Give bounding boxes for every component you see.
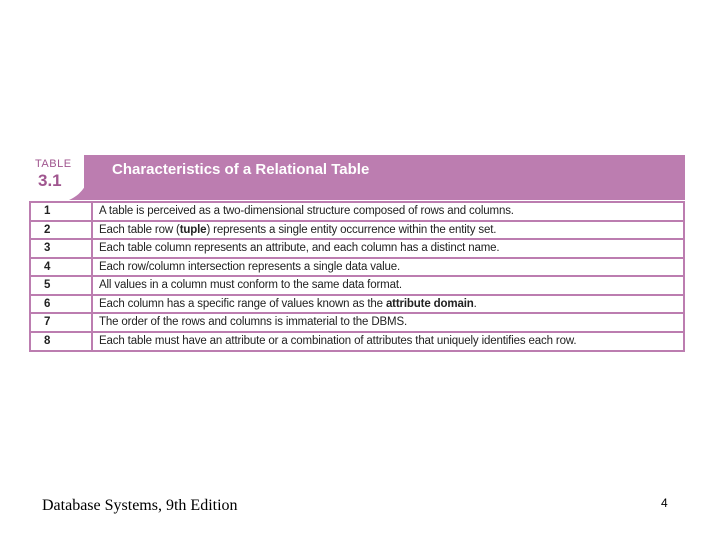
row-text-part: ) represents a single entity occurrence within the entity set. [206, 223, 497, 236]
row-text-part: Each table row ( [99, 223, 180, 236]
table-row [31, 333, 683, 352]
table-title: Characteristics of a Relational Table [112, 161, 370, 178]
table-row [31, 259, 683, 278]
table-row [31, 222, 683, 241]
row-text [93, 261, 683, 273]
row-text [93, 242, 683, 254]
row-number: 6 [31, 296, 93, 313]
table-rows [29, 203, 685, 352]
row-number: 8 [31, 333, 93, 350]
table-row [31, 296, 683, 315]
row-number: 3 [31, 240, 93, 257]
row-text-part: Each table column represents an attribute, and each column has a distinct name. [99, 242, 500, 255]
table-row [31, 203, 683, 222]
table-header [29, 155, 685, 203]
row-text-part: Each table must have an attribute or a combination of attributes that uniquely identifies each row. [99, 335, 577, 347]
row-text-bold: tuple [179, 223, 207, 236]
table-row [31, 314, 683, 333]
row-text [93, 298, 683, 310]
row-text-part: . [473, 297, 477, 310]
table-label: TABLE [35, 158, 72, 170]
row-text-part: The order of the rows and columns is immaterial to the DBMS. [99, 316, 408, 329]
row-text-part: All values in a column must conform to the same data format. [99, 279, 402, 292]
row-text [93, 335, 683, 347]
row-text-bold: attribute domain [385, 297, 474, 310]
table-number: 3.1 [38, 171, 62, 190]
row-number: 4 [31, 259, 93, 276]
row-text [93, 224, 683, 236]
row-text [93, 279, 683, 291]
row-text [93, 316, 683, 328]
page-number: 4 [661, 496, 668, 510]
row-number: 5 [31, 277, 93, 294]
footer-book-title: Database Systems, 9th Edition [42, 497, 238, 514]
table-row [31, 277, 683, 296]
row-text-part: A table is perceived as a two-dimensional structure composed of rows and columns. [99, 205, 514, 218]
row-text-part: Each row/column intersection represents a single data value. [99, 260, 401, 273]
row-number: 7 [31, 314, 93, 331]
row-number: 2 [31, 222, 93, 239]
table-figure [29, 155, 685, 353]
row-number: 1 [31, 203, 93, 220]
table-row [31, 240, 683, 259]
row-text-part: Each column has a specific range of values known as the [99, 297, 386, 310]
row-text [93, 205, 683, 217]
